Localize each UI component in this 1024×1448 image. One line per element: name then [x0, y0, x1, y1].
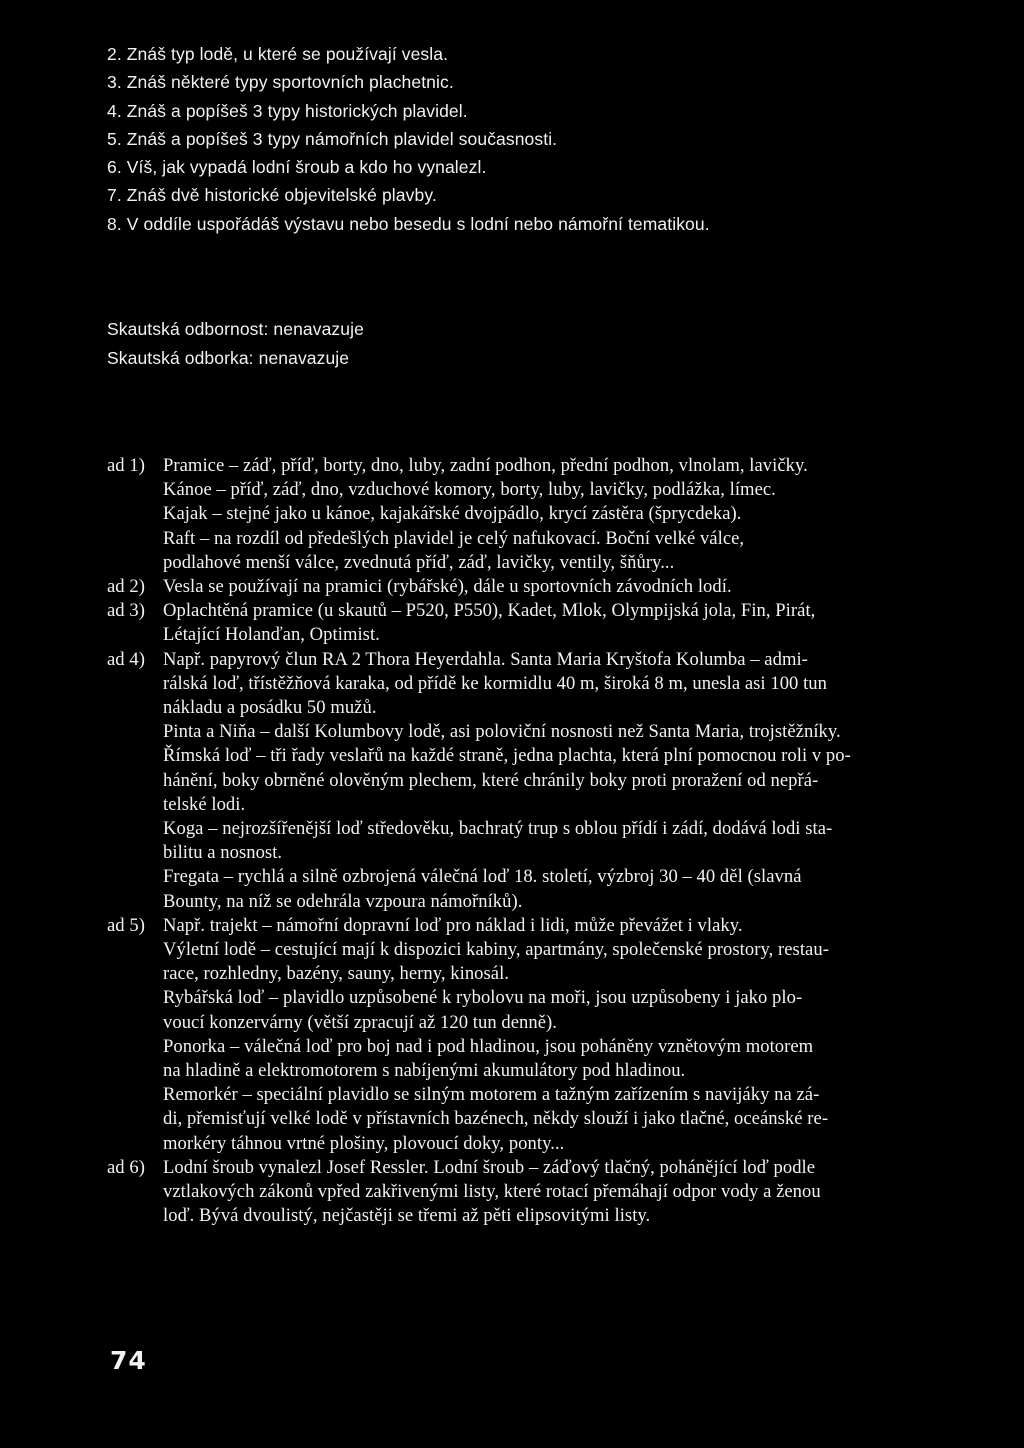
text-line: Např. papyrový člun RA 2 Thora Heyerdahla. Santa Maria Kryštofa Kolumba – admi-: [163, 648, 808, 670]
odborka-line: Skautská odborka: nenavazuje: [107, 348, 350, 368]
answer-paragraph: [163, 648, 962, 721]
answer-body: [163, 454, 962, 575]
answer-label: ad 3): [107, 600, 145, 622]
answer-paragraph: [163, 817, 962, 865]
text-line: vztlakových zákonů vpřed zakřivenými listy, které rotací přemáhají odpor vody a ženou: [163, 1181, 821, 1203]
text-line: race, rozhledny, bazény, sauny, herny, kinosál.: [163, 963, 510, 985]
answer-paragraph: [163, 865, 962, 913]
text-line: Ponorka – válečná loď pro boj nad i pod hladinou, jsou poháněny vznětovým motorem: [163, 1035, 814, 1057]
text-line: Koga – nejrozšířenější loď středověku, bachratý trup s oblou přídí i zádí, dodává lodi sta-: [163, 818, 833, 840]
answer-paragraph: [163, 478, 962, 502]
answer-label: ad 2): [107, 576, 145, 598]
text-line: Lodní šroub vynalezl Josef Ressler. Lodní šroub – záďový tlačný, pohánějící loď podle: [163, 1156, 816, 1178]
answer-item: [107, 648, 962, 914]
answer-paragraph: [163, 1156, 962, 1229]
requirement-item: 3. Znáš některé typy sportovních plachetnic.: [107, 72, 454, 93]
requirement-item: 7. Znáš dvě historické objevitelské plavby.: [107, 185, 437, 206]
text-line: Fregata – rychlá a silně ozbrojená válečná loď 18. století, výzbroj 30 – 40 děl (slavná: [163, 866, 802, 888]
requirement-item: 8. V oddíle uspořádáš výstavu nebo besedu s lodní nebo námořní tematikou.: [107, 213, 710, 234]
answer-item: [107, 914, 962, 1156]
text-line: Létající Holanďan, Optimist.: [163, 624, 380, 646]
answer-paragraph: [163, 986, 962, 1034]
requirement-item: 5. Znáš a popíšeš 3 typy námořních plavidel současnosti.: [107, 128, 558, 149]
answer-paragraph: [163, 527, 962, 575]
text-line: na hladině a elektromotorem s nabíjenými akumulátory pod hladinou.: [163, 1060, 686, 1082]
text-line: podlahové menší válce, zvednutá příď, záď, lavičky, ventily, šňůry...: [163, 551, 675, 573]
answer-label: ad 4): [107, 648, 145, 670]
text-line: Raft – na rozdíl od předešlých plavidel je celý nafukovací. Boční velké válce,: [163, 527, 745, 549]
text-line: Např. trajekt – námořní dopravní loď pro náklad i lidi, může převážet i vlaky.: [163, 914, 743, 936]
text-line: Oplachtěná pramice (u skautů – P520, P550), Kadet, Mlok, Olympijská jola, Fin, Pirát,: [163, 600, 816, 622]
answer-label: ad 6): [107, 1156, 145, 1178]
answer-paragraph: [163, 914, 962, 938]
answer-body: [163, 575, 962, 599]
metadata-block: [107, 315, 364, 373]
requirement-item: 2. Znáš typ lodě, u které se používají vesla.: [107, 44, 449, 64]
text-line: loď. Bývá dvoulistý, nejčastěji se třemi až pěti elipsovitými listy.: [163, 1205, 651, 1227]
text-line: morkéry táhnou vrtné plošiny, plovoucí doky, ponty...: [163, 1132, 565, 1154]
answer-paragraph: [163, 454, 962, 478]
answer-paragraph: [163, 1083, 962, 1156]
text-line: hánění, boky obrněné olověným plechem, které chránily boky proti proražení od nepřá-: [163, 769, 819, 791]
requirement-item: 4. Znáš a popíšeš 3 typy historických plavidel.: [107, 100, 468, 121]
text-line: rálská loď, třístěžňová karaka, od přídě ke kormidlu 40 m, široká 8 m, unesla asi 100 tun: [163, 672, 828, 694]
answer-label: ad 5): [107, 914, 145, 936]
answer-body: [163, 599, 962, 647]
answer-paragraph: [163, 938, 962, 986]
answer-label: ad 1): [107, 455, 145, 476]
odbornost-line: Skautská odbornost: nenavazuje: [107, 319, 364, 339]
answer-body: [163, 914, 962, 1156]
text-line: telské lodi.: [163, 793, 246, 815]
answer-paragraph: [163, 744, 962, 817]
answer-item: [107, 599, 962, 647]
text-line: voucí konzervárny (větší zpracují až 120 tun denně).: [163, 1011, 557, 1033]
answer-body: [163, 1156, 962, 1229]
answer-paragraph: [163, 575, 962, 599]
page-number: 74: [110, 1346, 147, 1375]
answer-body: [163, 648, 962, 914]
answers-section: [107, 454, 962, 1229]
text-line: Římská loď – tři řady veslařů na každé straně, jedna plachta, která plní pomocnou roli v po-: [163, 745, 851, 767]
text-line: Pramice – záď, příď, borty, dno, luby, zadní podhon, přední podhon, vlnolam, lavičky.: [163, 455, 808, 476]
requirement-item: 6. Víš, jak vypadá lodní šroub a kdo ho vynalezl.: [107, 157, 487, 178]
text-line: Kánoe – příď, záď, dno, vzduchové komory, borty, luby, lavičky, podlážka, límec.: [163, 479, 776, 501]
answer-item: [107, 575, 962, 599]
text-line: Vesla se používají na pramici (rybářské), dále u sportovních závodních lodí.: [163, 576, 732, 598]
answer-paragraph: [163, 1035, 962, 1083]
answer-item: [107, 454, 962, 575]
text-line: nákladu a posádku 50 mužů.: [163, 697, 377, 719]
answer-paragraph: [163, 720, 962, 744]
text-line: Kajak – stejné jako u kánoe, kajakářské dvojpádlo, krycí zástěra (šprycdeka).: [163, 503, 742, 525]
text-line: Pinta a Niňa – další Kolumbovy lodě, asi poloviční nosnosti než Santa Maria, trojstěžníky.: [163, 721, 841, 743]
text-line: Remorkér – speciální plavidlo se silným motorem a tažným zařízením s navijáky na zá-: [163, 1084, 820, 1106]
text-line: Bounty, na níž se odehrála vzpoura námořníků).: [163, 890, 523, 912]
answer-paragraph: [163, 502, 962, 526]
text-line: bilitu a nosnost.: [163, 842, 283, 864]
text-line: Rybářská loď – plavidlo uzpůsobené k rybolovu na moři, jsou uzpůsobeny i jako plo-: [163, 987, 803, 1009]
answer-paragraph: [163, 599, 962, 647]
text-line: Výletní lodě – cestující mají k dispozici kabiny, apartmány, společenské prostory, restau-: [163, 939, 829, 961]
answer-item: [107, 1156, 962, 1229]
text-line: di, přemisťují velké lodě v přístavních bazénech, někdy slouží i jako tlačné, oceánské re-: [163, 1108, 829, 1130]
requirements-list: [107, 40, 710, 238]
